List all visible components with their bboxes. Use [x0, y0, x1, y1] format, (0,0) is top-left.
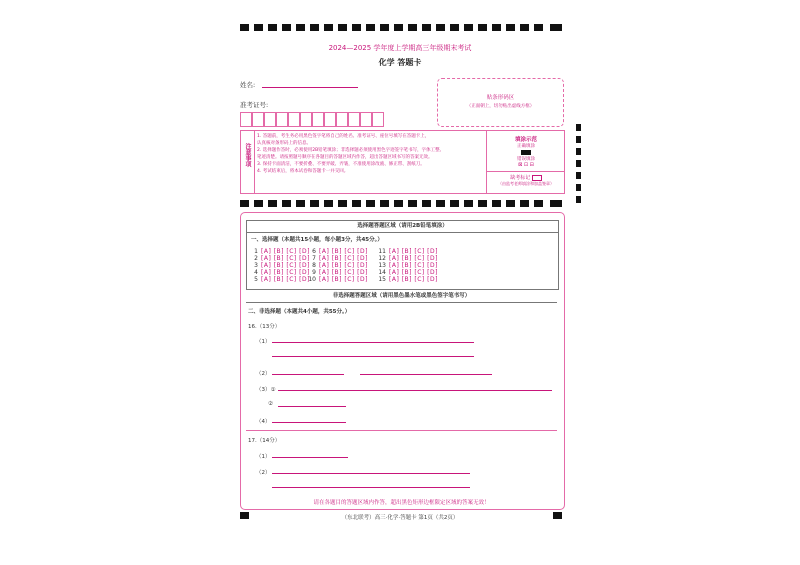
q-number: 6 — [312, 248, 316, 255]
q-number: 11 — [378, 248, 386, 255]
option-bubbles[interactable]: [A] [B] [C] [D] — [389, 269, 438, 276]
barcode-note: （正面朝上，切勿贴出虚线方框） — [466, 104, 535, 109]
absent-mark-label — [487, 174, 565, 181]
q16-part-3-label: （3）① — [256, 387, 276, 393]
notes-list — [257, 133, 482, 175]
option-bubbles[interactable]: [A] [B] [C] [D] — [261, 262, 310, 269]
q16-part-1-label: （1） — [256, 339, 271, 345]
q16-part-3b-label: ② — [268, 401, 273, 407]
choice-row[interactable] — [250, 262, 310, 269]
name-label: 姓名: — [240, 81, 256, 89]
option-bubbles[interactable]: [A] [B] [C] [D] — [319, 248, 368, 255]
q-number: 4 — [254, 269, 258, 276]
note-item: 笔迹清楚。请按照题号顺序在各题目的答题区域内作答，超出答题区域书写的答案无效。 — [257, 155, 433, 160]
q-number: 15 — [378, 276, 386, 283]
option-bubbles[interactable]: [A] [B] [C] [D] — [261, 276, 310, 283]
q-number: 3 — [254, 262, 258, 269]
option-bubbles[interactable]: [A] [B] [C] [D] — [389, 255, 438, 262]
q-number: 9 — [312, 269, 316, 276]
note-item: 认真核对条形码上的信息。 — [257, 141, 311, 146]
correct-fill-sample — [521, 150, 531, 155]
q-number: 14 — [378, 269, 386, 276]
q16-part-4-label: （4） — [256, 419, 271, 425]
fill-sample-panel — [486, 131, 565, 193]
q16-part-4-line[interactable] — [272, 422, 346, 423]
name-field[interactable] — [262, 87, 358, 88]
q17-part-2-label: （2） — [256, 470, 271, 476]
choice-row[interactable] — [250, 248, 310, 255]
choice-title: 一、选择题（本题共15小题，每小题3分，共45分。） — [251, 237, 383, 243]
q-number: 12 — [378, 255, 386, 262]
timing-mark-bottom-right — [553, 512, 562, 519]
q-number: 1 — [254, 248, 258, 255]
option-bubbles[interactable]: [A] [B] [C] [D] — [319, 276, 368, 283]
q-number: 2 — [254, 255, 258, 262]
choice-column-2 — [308, 248, 368, 283]
timing-mark-bottom-left — [240, 512, 249, 519]
option-bubbles[interactable]: [A] [B] [C] [D] — [389, 248, 438, 255]
choice-row[interactable] — [250, 276, 310, 283]
q-number: 13 — [378, 262, 386, 269]
q17-label: 17.（14分） — [248, 438, 281, 444]
choice-row[interactable] — [378, 248, 438, 255]
q17-part-2-line-2[interactable] — [272, 487, 470, 488]
choice-row[interactable] — [308, 276, 368, 283]
wrong-fill-samples: ⊠ ⊡ ⊟ — [518, 162, 534, 168]
choice-row[interactable] — [308, 269, 368, 276]
notes-heading: 注意事项 — [244, 143, 251, 167]
exam-id-label: 准考证号: — [240, 101, 269, 109]
option-bubbles[interactable]: [A] [B] [C] [D] — [319, 262, 368, 269]
option-bubbles[interactable]: [A] [B] [C] [D] — [389, 276, 438, 283]
absent-mark-text: 缺考标记 — [510, 175, 531, 181]
choice-row[interactable] — [378, 255, 438, 262]
q-number: 5 — [254, 276, 258, 283]
q16-part-3b-line[interactable] — [278, 406, 346, 407]
barcode-area — [437, 78, 564, 127]
q17-part-2-line[interactable] — [272, 473, 470, 474]
absent-mark-box[interactable] — [532, 175, 542, 181]
q16-part-1-line-2[interactable] — [272, 356, 474, 357]
q17-part-1-label: （1） — [256, 454, 271, 460]
nonchoice-title: 二、非选择题（本题共4小题，共55分。） — [248, 309, 351, 315]
q16-part-2-line-b[interactable] — [360, 374, 492, 375]
choice-column-3 — [378, 248, 438, 283]
note-item: 2. 选择题作答时，必须使用2B铅笔填涂；非选择题必须使用黑色字迹签字笔书写，字体工整、 — [257, 148, 445, 153]
q17-part-1-line[interactable] — [272, 457, 348, 458]
wrong-fill-label: 错误填涂 — [517, 157, 535, 162]
q16-label: 16.（13分） — [248, 324, 281, 330]
q-number: 7 — [312, 255, 316, 262]
barcode-label: 贴条形码区 — [486, 95, 515, 101]
q-number: 10 — [308, 276, 316, 283]
correct-fill-label: 正确填涂 — [517, 144, 535, 149]
q16-part-2-line-a[interactable] — [272, 374, 344, 375]
option-bubbles[interactable]: [A] [B] [C] [D] — [261, 248, 310, 255]
choice-header: 选择题答题区域（请用2B铅笔填涂） — [247, 221, 558, 233]
choice-row[interactable] — [250, 255, 310, 262]
q16-part-2-label: （2） — [256, 371, 271, 377]
choice-row[interactable] — [308, 255, 368, 262]
note-item: 1. 答题前，考生务必用黑色签字笔将自己的姓名、准考证号、座位号填写在答题卡上， — [257, 134, 430, 139]
choice-row[interactable] — [250, 269, 310, 276]
choice-row[interactable] — [308, 248, 368, 255]
option-bubbles[interactable]: [A] [B] [C] [D] — [319, 269, 368, 276]
choice-column-1 — [250, 248, 310, 283]
notes-box — [240, 130, 565, 194]
choice-row[interactable] — [378, 262, 438, 269]
choice-row[interactable] — [308, 262, 368, 269]
exam-title: 2024—2025 学年度上学期高三年级期末考试 — [328, 44, 472, 52]
q-number: 8 — [312, 262, 316, 269]
fill-sample-title: 填涂示范 — [514, 137, 537, 143]
absent-mark-note: （由监考老师填涂和加盖签章） — [498, 181, 554, 186]
subject-title: 化学 答题卡 — [378, 58, 422, 67]
note-item: 3. 保持卡面清洁，不要折叠、不要弄破、弄皱，不准使用涂改液、修正带、刮纸刀。 — [257, 162, 425, 167]
q16-part-1-line[interactable] — [272, 342, 474, 343]
warning-text: 请在各题目的答题区域内作答，超出黑色矩形边框限定区域的答案无效！ — [313, 500, 490, 506]
option-bubbles[interactable]: [A] [B] [C] [D] — [261, 255, 310, 262]
q16-part-3-line[interactable] — [278, 390, 552, 391]
nonchoice-header: 非选择题答题区域（请用黑色墨水笔或黑色签字笔书写） — [246, 291, 557, 303]
option-bubbles[interactable]: [A] [B] [C] [D] — [389, 262, 438, 269]
divider — [246, 430, 557, 431]
option-bubbles[interactable]: [A] [B] [C] [D] — [261, 269, 310, 276]
page-footer: （东北联考）高三·化学·答题卡 第1页（共2页） — [341, 515, 459, 521]
choice-row[interactable] — [378, 276, 438, 283]
note-item: 4. 考试结束后，将本试卷和答题卡一并交回。 — [257, 169, 349, 174]
option-bubbles[interactable]: [A] [B] [C] [D] — [319, 255, 368, 262]
choice-row[interactable] — [378, 269, 438, 276]
